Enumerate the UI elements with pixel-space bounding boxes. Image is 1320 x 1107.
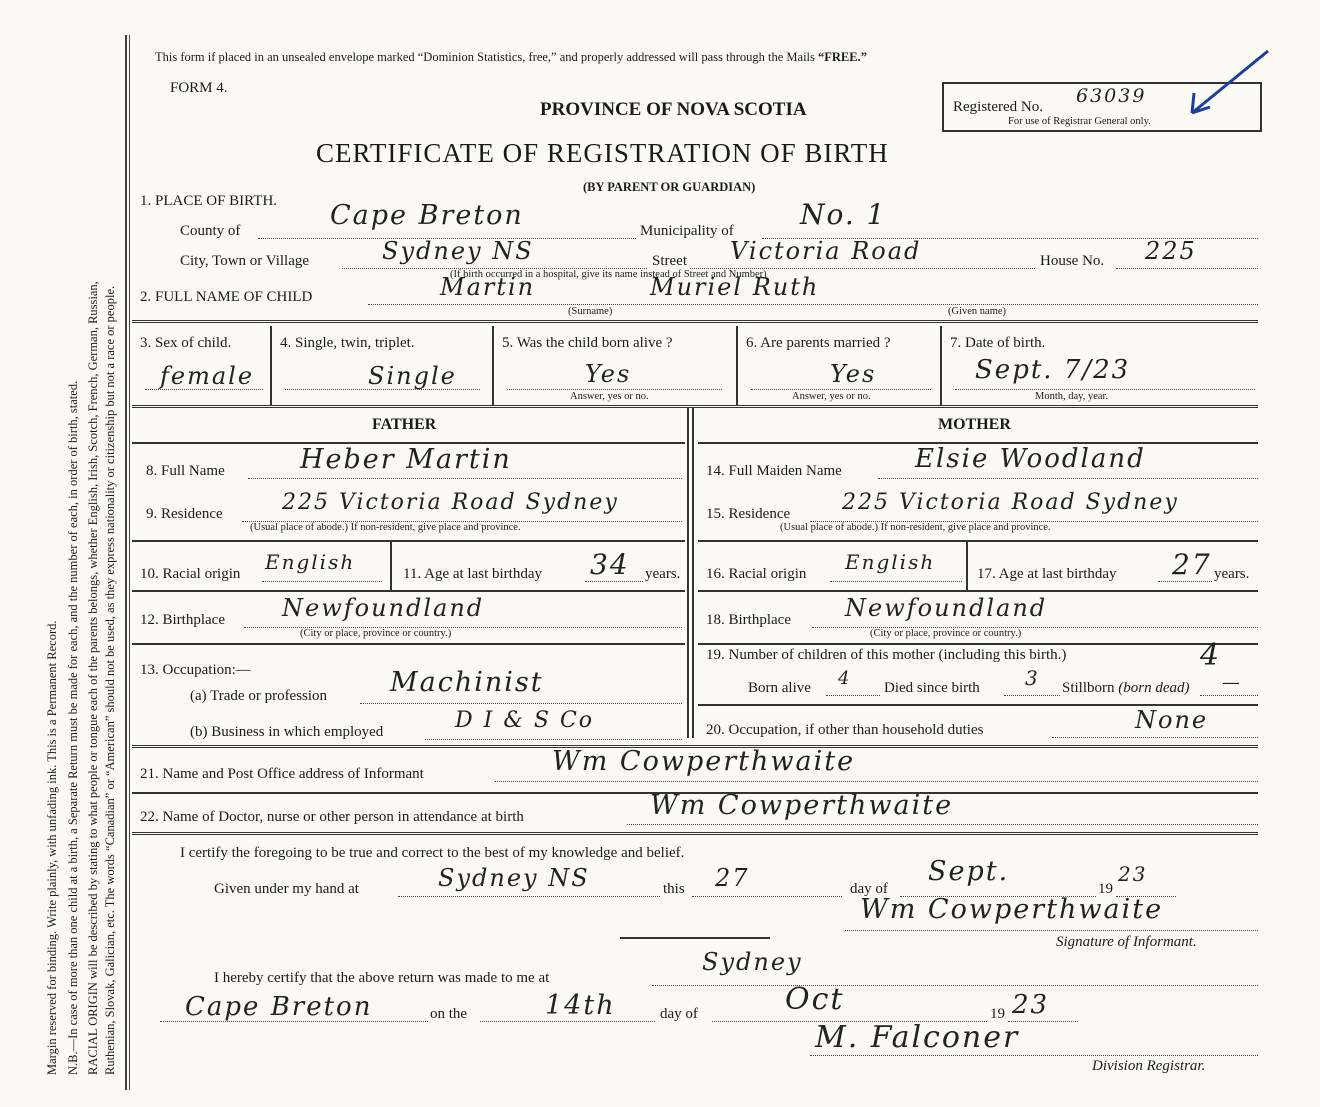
born-alive-label: 5. Was the child born alive ? — [502, 335, 673, 351]
certificate-title: CERTIFICATE OF REGISTRATION OF BIRTH — [316, 138, 889, 168]
margin-note-multiple-births: N.B.—In case of more than one child at a birth, a Separate Return must be made for each, and the number of each, in order of birth, stated. — [66, 380, 80, 1075]
province-heading: PROVINCE OF NOVA SCOTIA — [540, 99, 807, 120]
father-name-label: 8. Full Name — [146, 463, 225, 479]
parents-married-note: Answer, yes or no. — [792, 391, 871, 402]
mother-age-unit: years. — [1214, 566, 1250, 582]
father-age-unit: years. — [645, 566, 681, 582]
form-number: FORM 4. — [170, 80, 228, 96]
given-place-value: Sydney NS — [438, 864, 590, 892]
given-year-value: 23 — [1118, 862, 1148, 886]
registered-number-label: Registered No. — [953, 99, 1043, 115]
date-of-birth-value: Sept. 7/23 — [975, 355, 1131, 385]
registrar-signature: M. Falconer — [815, 1020, 1020, 1055]
father-racial-origin-label: 10. Racial origin — [140, 566, 241, 582]
registrar-county-value: Cape Breton — [185, 992, 373, 1022]
mother-name-value: Elsie Woodland — [915, 444, 1146, 474]
hospital-note: (If birth occurred in a hospital, give its name instead of Street and Number) — [450, 269, 767, 280]
place-of-birth-heading: 1. PLACE OF BIRTH. — [140, 193, 278, 209]
certify-text: I certify the foregoing to be true and correct to the best of my knowledge and belief. — [180, 845, 685, 861]
given-day-value: 27 — [715, 864, 750, 892]
margin-note-binding: Margin reserved for binding. Write plainly, with unfading ink. This is a Permanent Record. — [45, 620, 59, 1075]
informant-label: 21. Name and Post Office address of Informant — [140, 766, 424, 782]
mother-age-label: 17. Age at last birthday — [977, 566, 1117, 582]
sex-value: female — [160, 362, 255, 390]
registrar-certify-text: I hereby certify that the above return was made to me at — [214, 970, 550, 986]
margin-rule-inner — [129, 35, 130, 1090]
informant-value: Wm Cowperthwaite — [552, 746, 856, 777]
mother-residence-label: 15. Residence — [706, 506, 791, 522]
county-value: Cape Breton — [330, 200, 524, 231]
mother-residence-note: (Usual place of abode.) If non-resident, give place and province. — [780, 522, 1051, 533]
child-name-label: 2. FULL NAME OF CHILD — [140, 289, 313, 305]
father-residence-note: (Usual place of abode.) If non-resident, give place and province. — [250, 522, 521, 533]
registrar-general-note: For use of Registrar General only. — [1008, 116, 1151, 127]
father-birthplace-label: 12. Birthplace — [140, 612, 225, 628]
sex-label: 3. Sex of child. — [140, 335, 232, 351]
doctor-label: 22. Name of Doctor, nurse or other person in attendance at birth — [140, 809, 524, 825]
plurality-value: Single — [368, 362, 457, 390]
margin-rule — [125, 35, 127, 1090]
parents-married-value: Yes — [830, 360, 877, 388]
mother-racial-origin-label: 16. Racial origin — [706, 566, 807, 582]
child-surname-value: Martin — [440, 273, 536, 301]
informant-signature-label: Signature of Informant. — [1056, 934, 1197, 950]
margin-note-racial-origin-1: RACIAL ORIGIN will be described by stating to what people or tongue each of the parents belongs, whether English, Irish, Scotch, French, German, Russian, — [86, 281, 100, 1075]
father-age-label: 11. Age at last birthday — [403, 566, 542, 582]
check-mark-icon — [1180, 45, 1275, 120]
father-racial-origin-value: English — [265, 550, 356, 574]
doctor-value: Wm Cowperthwaite — [650, 790, 954, 821]
born-alive-count-value: 4 — [838, 668, 852, 689]
given-name-note: (Given name) — [948, 306, 1007, 317]
municipality-value: No. 1 — [800, 198, 887, 231]
this-label: this — [663, 881, 685, 897]
father-residence-value: 225 Victoria Road Sydney — [282, 490, 619, 515]
registered-number-value: 63039 — [1076, 85, 1147, 107]
child-given-name-value: Muriel Ruth — [650, 273, 820, 301]
mail-notice: This form if placed in an unsealed envelope marked “Dominion Statistics, free,” and properly addressed will pass through the Mails “FREE.” — [155, 50, 867, 64]
mother-name-label: 14. Full Maiden Name — [706, 463, 842, 479]
city-label: City, Town or Village — [180, 253, 310, 269]
father-residence-label: 9. Residence — [146, 506, 223, 522]
informant-signature: Wm Cowperthwaite — [860, 894, 1164, 925]
given-under-hand-label: Given under my hand at — [214, 881, 359, 897]
surname-note: (Surname) — [568, 306, 613, 317]
father-employer-value: D I & S Co — [455, 708, 595, 733]
mother-heading: MOTHER — [938, 416, 1011, 433]
born-alive-value: Yes — [585, 360, 632, 388]
stillborn-label: Stillborn (born dead) — [1062, 680, 1190, 696]
date-of-birth-label: 7. Date of birth. — [950, 335, 1046, 351]
father-trade-label: (a) Trade or profession — [190, 688, 328, 704]
born-alive-note: Answer, yes or no. — [570, 391, 649, 402]
mother-occupation-value: None — [1135, 706, 1209, 734]
born-alive-count-label: Born alive — [748, 680, 811, 696]
father-heading: FATHER — [372, 416, 437, 433]
mother-birthplace-note: (City or place, province or country.) — [870, 628, 1022, 639]
date-of-birth-note: Month, day, year. — [1035, 391, 1109, 402]
house-number-value: 225 — [1145, 237, 1197, 265]
city-value: Sydney NS — [382, 237, 534, 265]
given-month-value: Sept. — [928, 856, 1010, 887]
father-birthplace-note: (City or place, province or country.) — [300, 628, 452, 639]
mother-racial-origin-value: English — [845, 550, 936, 574]
father-age-value: 34 — [590, 548, 630, 581]
stillborn-value: — — [1222, 672, 1242, 693]
certificate-subtitle: (BY PARENT OR GUARDIAN) — [583, 180, 756, 194]
father-trade-value: Machinist — [390, 667, 544, 698]
mother-birthplace-label: 18. Birthplace — [706, 612, 791, 628]
day-of-label: day of — [850, 881, 888, 897]
died-since-birth-label: Died since birth — [884, 680, 980, 696]
registrar-day-value: 14th — [545, 990, 616, 1021]
county-label: County of — [180, 223, 241, 239]
father-employer-label: (b) Business in which employed — [190, 724, 384, 740]
father-occupation-label: 13. Occupation:— — [140, 662, 251, 678]
street-label: Street — [652, 253, 687, 269]
division-registrar-label: Division Registrar. — [1092, 1058, 1206, 1074]
died-since-birth-value: 3 — [1025, 666, 1040, 690]
father-birthplace-value: Newfoundland — [282, 594, 485, 622]
mother-age-value: 27 — [1172, 548, 1212, 581]
street-value: Victoria Road — [730, 237, 922, 265]
mother-occupation-label: 20. Occupation, if other than household duties — [706, 722, 984, 738]
given-year-prefix: 19 — [1098, 881, 1113, 897]
parents-married-label: 6. Are parents married ? — [746, 335, 891, 351]
registrar-place-value: Sydney — [702, 948, 803, 976]
house-number-label: House No. — [1040, 253, 1105, 269]
father-name-value: Heber Martin — [300, 444, 512, 475]
plurality-label: 4. Single, twin, triplet. — [280, 335, 415, 351]
mother-residence-value: 225 Victoria Road Sydney — [842, 490, 1179, 515]
mother-children-value: 4 — [1200, 638, 1222, 673]
registrar-month-value: Oct — [785, 982, 845, 1017]
municipality-label: Municipality of — [640, 223, 734, 239]
mother-birthplace-value: Newfoundland — [845, 594, 1048, 622]
mother-children-label: 19. Number of children of this mother (including this birth.) — [706, 647, 1067, 663]
registrar-year-prefix: 19 — [990, 1006, 1005, 1022]
registrar-day-of-label: day of — [660, 1006, 698, 1022]
on-the-label: on the — [430, 1006, 468, 1022]
margin-note-racial-origin-2: Ruthenian, Slovak, Galician, etc. The words “Canadian” or “American” should not be used, as they express nationality or citizenship but not a race or people. — [103, 285, 117, 1075]
registrar-year-value: 23 — [1012, 990, 1050, 1020]
